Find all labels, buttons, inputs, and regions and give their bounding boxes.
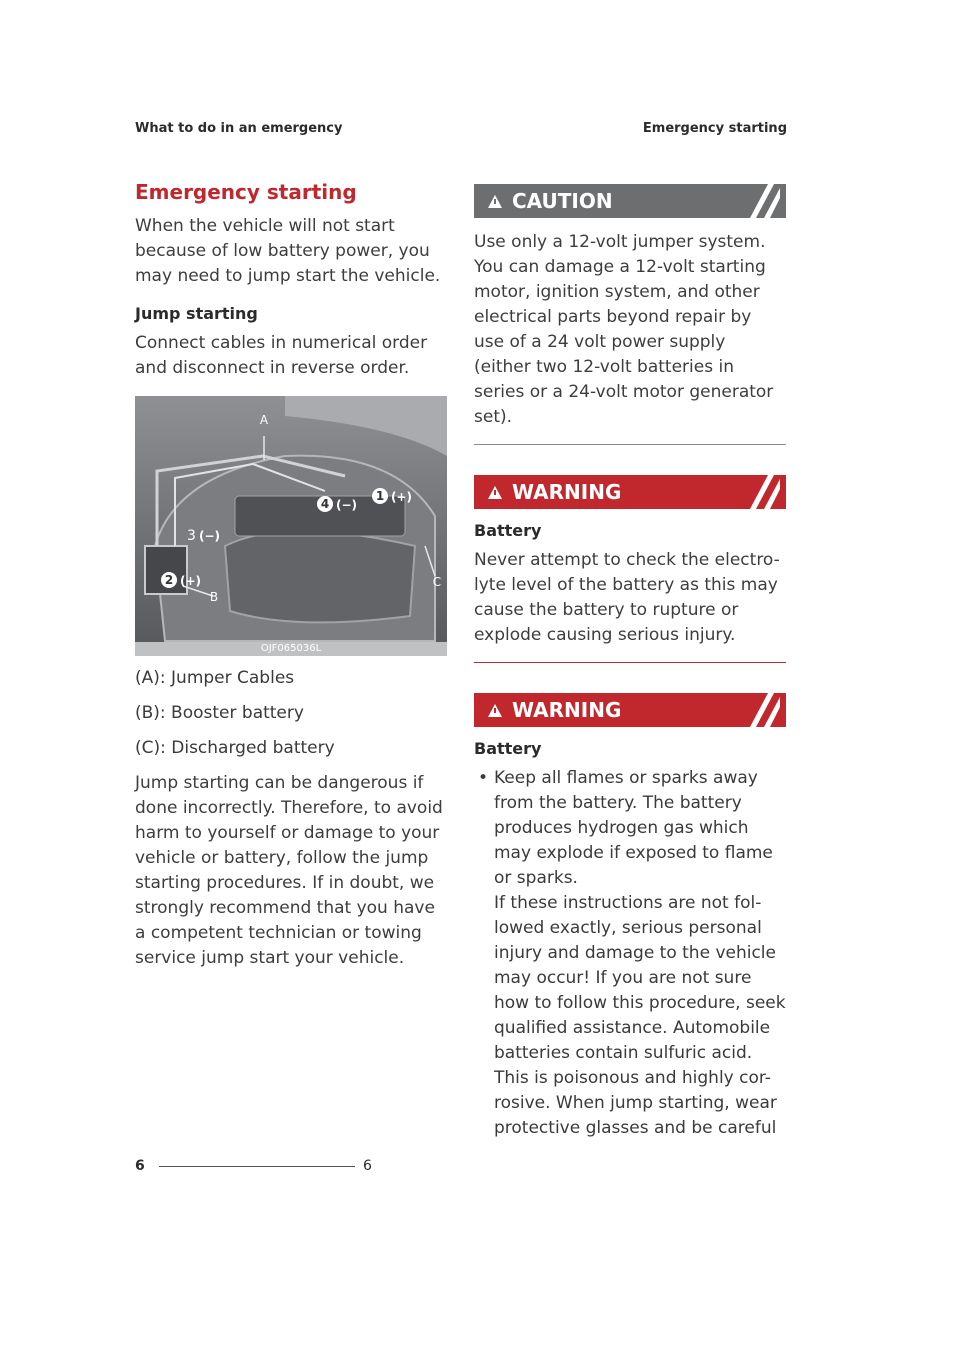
running-header-chapter: What to do in an emergency: [135, 121, 343, 136]
warning-stripes-icon: [736, 693, 780, 727]
intro-paragraph: When the vehicle will not start because of low battery power, you may need to jump start the vehicle.: [135, 216, 441, 286]
callout-4: 4: [320, 497, 330, 511]
warning-1-subhead: Battery: [474, 521, 542, 540]
warning-1-divider: [474, 662, 786, 663]
safety-note-paragraph: Jump starting can be dangerous if done incorrectly. Therefore, to avoid harm to yourself or damage to your vehicle or battery, follow the jump starting procedures. If in doubt, we strongly recommend that you have a competent technician or towing service jump start your vehicle.: [135, 773, 443, 968]
right-column: [474, 184, 786, 1141]
footer-rule: [159, 1166, 355, 1167]
caution-banner: [474, 184, 786, 218]
callout-1-sign: (+): [391, 490, 413, 504]
footer-page-number: 6: [363, 1158, 372, 1174]
callout-2-sign: (+): [180, 574, 202, 588]
connect-instruction: Connect cables in numerical order and disconnect in reverse order.: [135, 333, 428, 378]
callout-3: 3: [187, 528, 196, 544]
callout-4-sign: (−): [336, 498, 358, 512]
legend-item-a: (A): Jumper Cables: [135, 668, 295, 688]
bumper-shape: [225, 531, 415, 622]
warning-2-subhead: Battery: [474, 739, 542, 758]
section-title: Emergency starting: [135, 180, 357, 204]
bullet-mark: •: [478, 768, 489, 788]
figure-code: OJF065036L: [135, 642, 447, 656]
caution-warning-triangle-icon: [488, 195, 502, 208]
callout-b: B: [209, 590, 219, 604]
list-item: [474, 766, 786, 1141]
warning-banner-1: [474, 475, 786, 509]
callout-c: C: [432, 575, 442, 589]
warning-triangle-icon: [488, 704, 502, 717]
warning-label-1: WARNING: [512, 480, 622, 504]
jump-start-illustration: [135, 396, 447, 656]
warning-banner-2: [474, 693, 786, 727]
caution-divider: [474, 444, 786, 445]
figure-legend: [135, 666, 447, 761]
legend-item-b: (B): Booster battery: [135, 703, 304, 723]
warning-1-text: Never attempt to check the electro-lyte level of the battery as this may cause the battery to rupture or explode causing serious injury.: [474, 550, 780, 645]
caution-stripes-icon: [736, 184, 780, 218]
legend-item-c: (C): Discharged battery: [135, 738, 335, 758]
caution-label: CAUTION: [512, 189, 613, 213]
warning-label-2: WARNING: [512, 698, 622, 722]
callout-a: A: [259, 413, 269, 427]
left-column: [135, 180, 447, 986]
callout-1: 1: [375, 489, 385, 503]
bullet-continuation: If these instructions are not fol-lowed exactly, serious personal injury and damage to the vehicle may occur! If you are not sure how to follow this procedure, seek qualified assistance. Automobile batteries contain sulfuric acid. This is poisonous and highly cor-rosive. When jump starting, wear protective glasses and be careful: [494, 893, 786, 1138]
bullet-text: Keep all flames or sparks away from the battery. The battery produces hydrogen gas which may explode if exposed to flame or sparks.: [494, 768, 773, 888]
warning-stripes-icon: [736, 475, 780, 509]
jump-starting-heading: Jump starting: [135, 304, 258, 323]
engine-bay-drawing: [135, 396, 447, 656]
footer-section-number: 6: [135, 1158, 145, 1174]
callout-3-sign: (−): [199, 529, 221, 543]
warning-triangle-icon: [488, 486, 502, 499]
running-header-section: Emergency starting: [642, 121, 787, 136]
callout-2: 2: [164, 573, 174, 587]
caution-text: Use only a 12-volt jumper system. You can damage a 12-volt starting motor, ignition system, and other electrical parts beyond repair by use of a 24 volt power supply (either two 12-volt batteries in series or a 24-volt motor generator set).: [474, 232, 774, 427]
